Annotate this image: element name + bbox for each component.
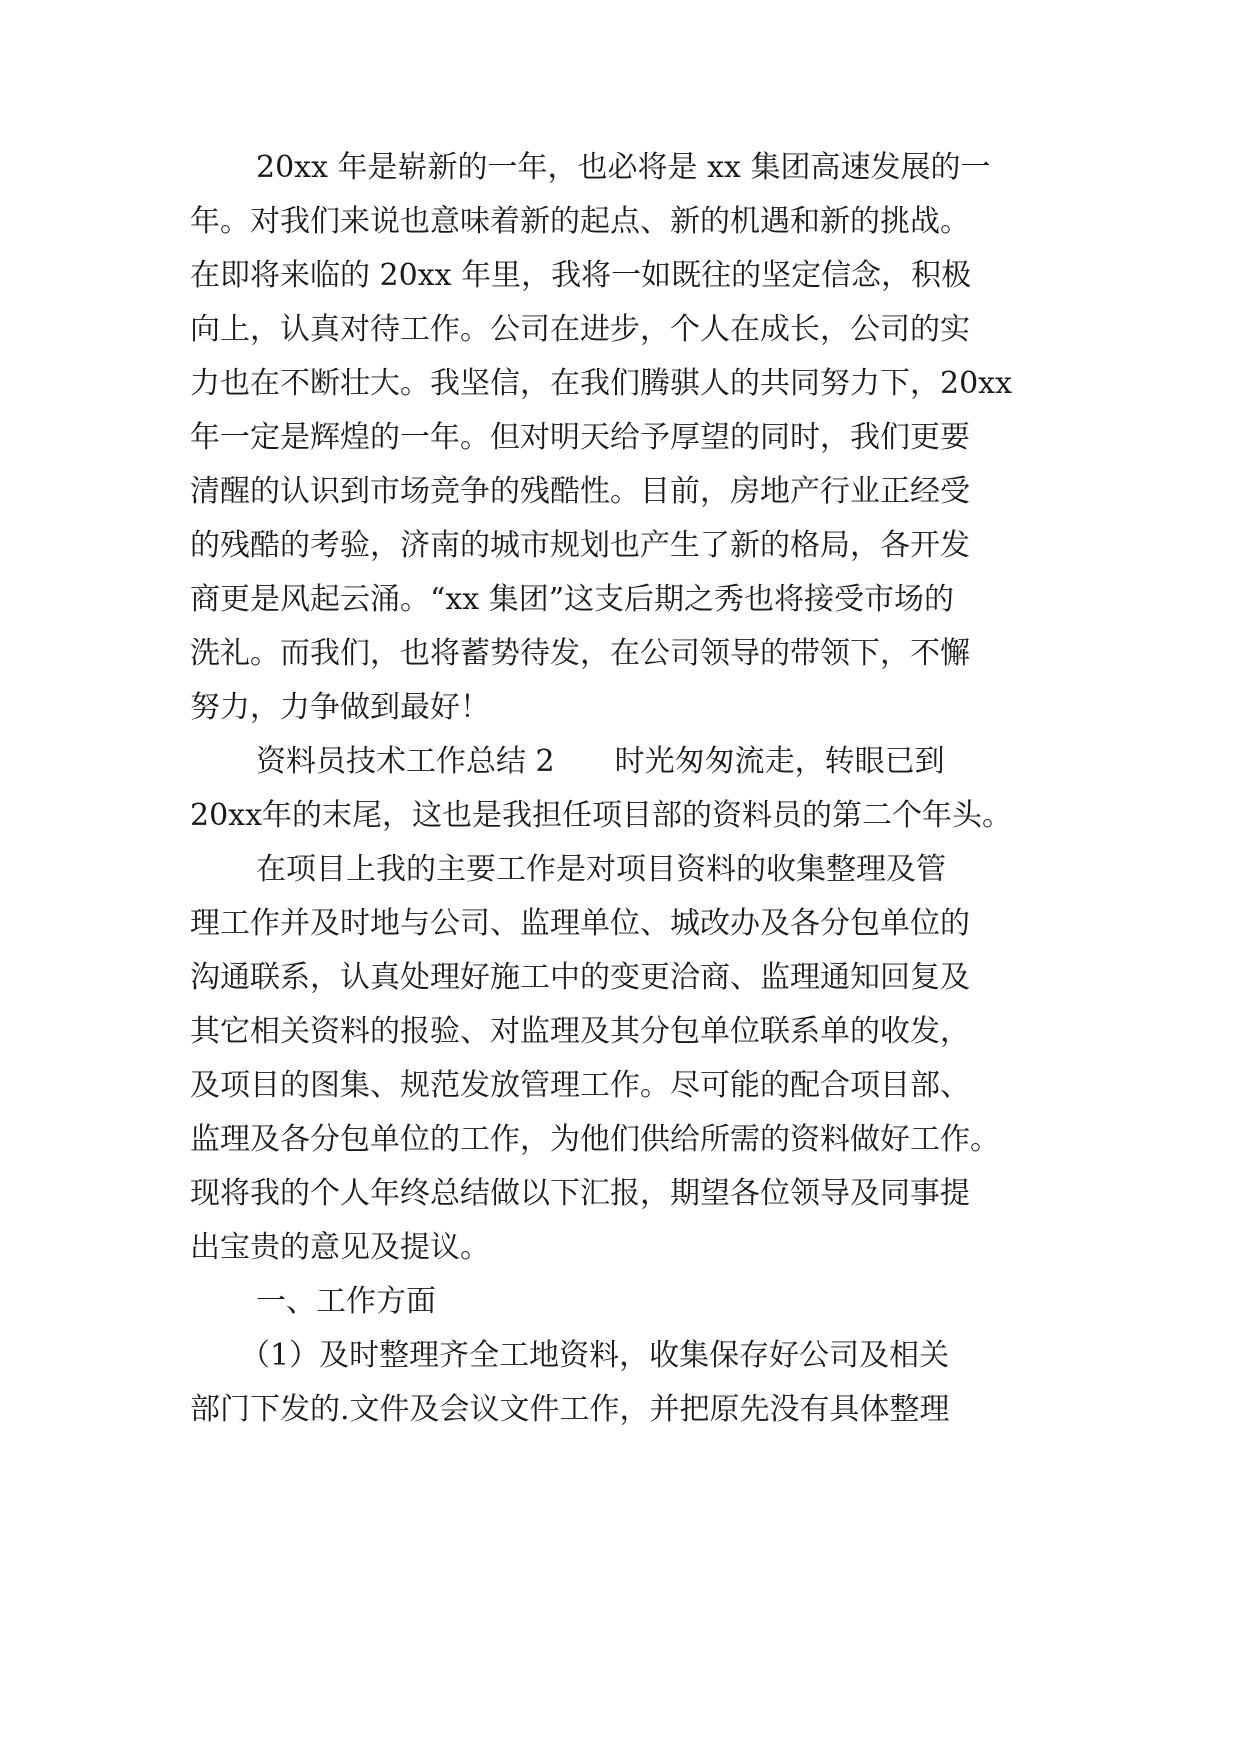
section-title: 资料员技术工作总结 2 [256, 744, 555, 779]
paragraph-line: 向上，认真对待工作。公司在进步，个人在成长，公司的实 [190, 312, 970, 347]
subheading: 一、工作方面 [256, 1284, 436, 1319]
paragraph-line: 年一定是辉煌的一年。但对明天给予厚望的同时，我们更要 [190, 420, 970, 455]
paragraph-line: 洗礼。而我们，也将蓄势待发，在公司领导的带领下，不懈 [190, 636, 970, 671]
paragraph-line: 监理及各分包单位的工作，为他们供给所需的资料做好工作。 [190, 1122, 1000, 1157]
section-heading-line [256, 732, 1116, 792]
paragraph-line: 商更是风起云涌。“xx 集团”这支后期之秀也将接受市场的 [190, 582, 955, 617]
paragraph-line: 在即将来临的 20xx 年里，我将一如既往的坚定信念，积极 [190, 258, 972, 293]
paragraph-line: 努力，力争做到最好！ [190, 690, 490, 725]
paragraph-line: 理工作并及时地与公司、监理单位、城改办及各分包单位的 [190, 906, 970, 941]
paragraph-line: 在项目上我的主要工作是对项目资料的收集整理及管 [256, 852, 946, 887]
paragraph-line: （1）及时整理齐全工地资料，收集保存好公司及相关 [240, 1338, 950, 1373]
paragraph-line: 的残酷的考验，济南的城市规划也产生了新的格局，各开发 [190, 528, 970, 563]
paragraph-line: 沟通联系，认真处理好施工中的变更洽商、监理通知回复及 [190, 960, 970, 995]
paragraph-line: 现将我的个人年终总结做以下汇报，期望各位领导及同事提 [190, 1176, 970, 1211]
paragraph-line: 年。对我们来说也意味着新的起点、新的机遇和新的挑战。 [190, 204, 970, 239]
paragraph-line: 其它相关资料的报验、对监理及其分包单位联系单的收发， [190, 1014, 970, 1049]
paragraph-line: 20xx年的末尾，这也是我担任项目部的资料员的第二个年头。 [190, 798, 1013, 833]
paragraph-line: 力也在不断壮大。我坚信，在我们腾骐人的共同努力下，20xx [190, 366, 1013, 401]
paragraph-line: 出宝贵的意见及提议。 [190, 1230, 490, 1265]
paragraph-start: 时光匆匆流走，转眼已到 [614, 744, 945, 779]
paragraph-line: 部门下发的.文件及会议文件工作，并把原先没有具体整理 [190, 1392, 950, 1427]
paragraph-line: 及项目的图集、规范发放管理工作。尽可能的配合项目部、 [190, 1068, 970, 1103]
paragraph-line: 清醒的认识到市场竞争的残酷性。目前，房地产行业正经受 [190, 474, 970, 509]
paragraph-line: 20xx 年是崭新的一年，也必将是 xx 集团高速发展的一 [256, 150, 991, 185]
